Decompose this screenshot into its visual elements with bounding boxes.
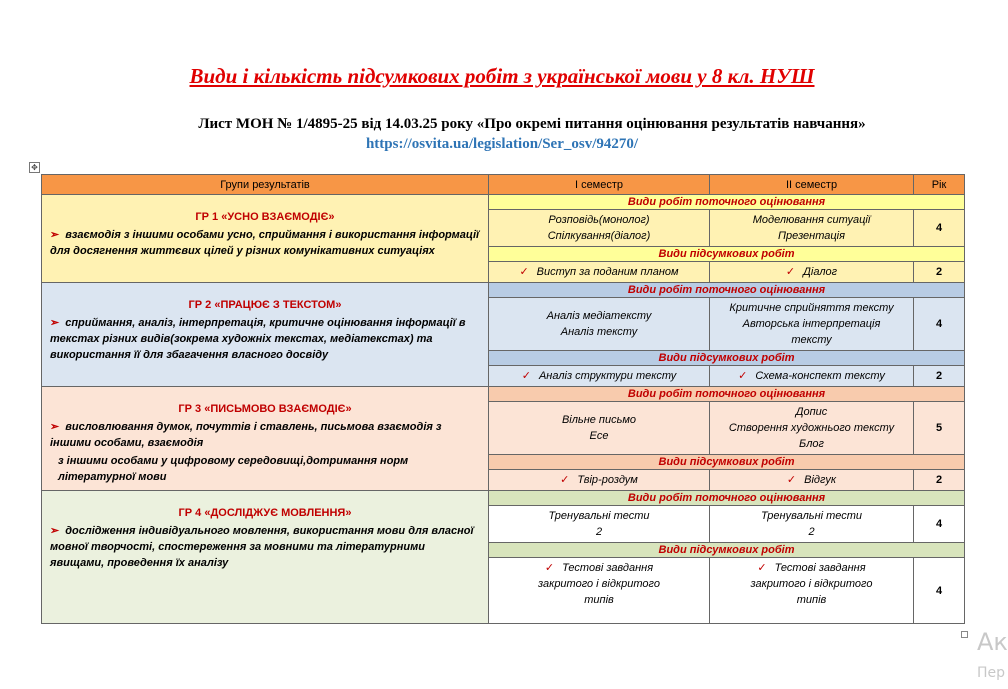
group-4-current-year: 4 [914, 506, 965, 543]
group-3-current-sem1: Вільне письмо Есе [489, 402, 710, 455]
check-icon: ✓ [785, 266, 796, 278]
results-table [41, 174, 965, 624]
group-2-current-sem1: Аналіз медіатексту Аналіз тексту [489, 298, 710, 351]
check-icon: ✓ [738, 370, 748, 382]
check-icon: ✓ [544, 562, 555, 574]
group-2-final-label: Види підсумкових робіт [489, 351, 965, 366]
group-1-description: ➢ взаємодія з іншими особами усно, сприймання і використання інформації для досягнення життєвих цілей у різних комунікативних ситуаціях [50, 229, 480, 257]
arrow-bullet-icon: ➢ [50, 525, 60, 537]
column-header-sem2: ІІ семестр [710, 175, 914, 195]
group-1-final-sem2: ✓ Діалог [710, 262, 914, 283]
group-4-final-sem1: ✓ Тестові завдання закритого і відкритого типів [489, 558, 710, 624]
group-4-description: ➢ дослідження індивідуального мовлення, використання мови для власної мовної творчості, спостереження за мовними та літературними явищами, проведення їх аналізу [50, 525, 474, 569]
activation-watermark-line1: Ак [977, 628, 1008, 656]
group-3-cell [42, 387, 489, 491]
group-4-name: ГР 4 «ДОСЛІДЖУЄ МОВЛЕННЯ» [178, 507, 352, 519]
group-3-description-extra: з іншими особами у цифровому середовищі,дотримання норм літературної мови [58, 455, 409, 483]
group-3-current-sem2: Допис Створення художнього тексту Блог [710, 402, 914, 455]
document-title: Види і кількість підсумкових робіт з української мови у 8 кл. НУШ [189, 64, 815, 88]
check-icon: ✓ [519, 266, 529, 278]
table-header-row [42, 175, 965, 195]
group-4-final-label: Види підсумкових робіт [489, 543, 965, 558]
group-3-current-year: 5 [914, 402, 965, 455]
group-1-current-sem2: Моделювання ситуації Презентація [710, 210, 914, 247]
group-4-final-year: 4 [914, 558, 965, 624]
group-1-current-label: Види робіт поточного оцінювання [489, 195, 965, 210]
arrow-bullet-icon: ➢ [50, 317, 60, 329]
arrow-bullet-icon: ➢ [50, 229, 60, 241]
group-3-name: ГР 3 «ПИСЬМОВО ВЗАЄМОДІЄ» [178, 403, 352, 415]
group-1-current-year: 4 [914, 210, 965, 247]
group-2-final-sem1: ✓ Аналіз структури тексту [489, 366, 710, 387]
check-icon: ✓ [786, 474, 797, 486]
document-subtitle: Лист МОН № 1/4895-25 від 14.03.25 року «Про окремі питання оцінювання результатів навчання» [198, 116, 866, 132]
group-1-current-sem1: Розповідь(монолог) Спілкування(діалог) [489, 210, 710, 247]
column-header-sem1: І семестр [489, 175, 710, 195]
table-move-handle-icon[interactable]: ✥ [29, 162, 40, 173]
group-3-final-label: Види підсумкових робіт [489, 455, 965, 470]
group-2-final-year: 2 [914, 366, 965, 387]
group-2-current-year: 4 [914, 298, 965, 351]
table-resize-handle[interactable] [961, 631, 968, 638]
group-2-final-sem2: ✓ Схема-конспект тексту [710, 366, 914, 387]
group-1-name: ГР 1 «УСНО ВЗАЄМОДІЄ» [195, 211, 335, 223]
check-icon: ✓ [521, 370, 531, 382]
group-2-current-sem2: Критичне сприйняття тексту Авторська інтерпретація тексту [710, 298, 914, 351]
group-4-current-sem2: Тренувальні тести 2 [710, 506, 914, 543]
group-4-final-sem2: ✓ Тестові завдання закритого і відкритого типів [710, 558, 914, 624]
group-2-name: ГР 2 «ПРАЦЮЄ З ТЕКСТОМ» [188, 299, 342, 311]
source-link[interactable]: https://osvita.ua/legislation/Ser_osv/94270/ [365, 136, 639, 152]
group-3-description: ➢ висловлювання думок, почуттів і ставлень, письмова взаємодія з іншими особами, взаємодія [50, 421, 442, 449]
group-2-description: ➢ сприймання, аналіз, інтерпретація, критичне оцінювання інформації в текстах різних видів(зокрема художніх текстах, медіатекстах) та використання її для збагачення власного досвіду [50, 317, 466, 361]
group-3-final-sem1: ✓ Твір-роздум [489, 470, 710, 491]
group-1-final-label: Види підсумкових робіт [489, 247, 965, 262]
arrow-bullet-icon: ➢ [50, 421, 60, 433]
check-icon: ✓ [560, 474, 570, 486]
group-1-final-sem1: ✓ Виступ за поданим планом [489, 262, 710, 283]
group-2-cell [42, 283, 489, 387]
group-4-current-sem1: Тренувальні тести 2 [489, 506, 710, 543]
column-header-groups: Групи результатів [42, 175, 489, 195]
group-2-current-label: Види робіт поточного оцінювання [489, 283, 965, 298]
activation-watermark-line2: Пер [977, 665, 1006, 681]
group-1-final-year: 2 [914, 262, 965, 283]
group-4-current-label: Види робіт поточного оцінювання [489, 491, 965, 506]
group-3-current-label: Види робіт поточного оцінювання [489, 387, 965, 402]
column-header-year: Рік [914, 175, 965, 195]
check-icon: ✓ [757, 562, 767, 574]
group-1-cell [42, 195, 489, 283]
group-3-final-sem2: ✓ Відгук [710, 470, 914, 491]
group-3-final-year: 2 [914, 470, 965, 491]
group-4-cell [42, 491, 489, 624]
